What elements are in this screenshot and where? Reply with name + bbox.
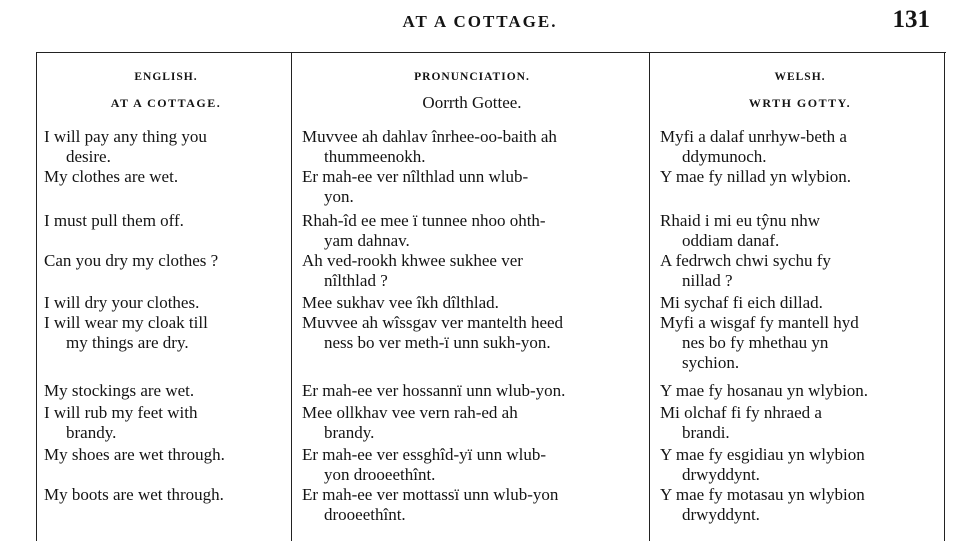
english-line: Can you dry my clothes ? [44,251,219,270]
english-cell [44,403,288,443]
pronunciation-cell [302,485,642,525]
pronunciation-cell [302,293,642,313]
page-header [0,0,960,40]
pronunciation-line: Muvvee ah dahlav înrhee-oo-baith ah [302,127,557,146]
english-cell [44,251,288,271]
pronunciation-line: nîlthlad ? [324,271,388,290]
pronunciation-line: Er mah-ee ver mottassï unn wlub-yon [302,485,559,504]
english-line: I will dry your clothes. [44,293,200,312]
english-cell [44,313,288,353]
pronunciation-line: Er mah-ee ver essghîd-yï unn wlub- [302,445,547,464]
pronunciation-line: yon. [324,187,354,206]
english-heading: ENGLISH. [134,71,198,83]
welsh-cell [660,445,940,485]
welsh-line: Myfi a wisgaf fy mantell hyd [660,313,859,332]
pronunciation-cell [302,313,642,353]
welsh-line: Y mae fy esgidiau yn wlybion [660,445,865,464]
english-line: My boots are wet through. [44,485,224,504]
english-line: brandy. [66,423,117,442]
english-cell [44,293,288,313]
pronunciation-line: Rhah-îd ee mee ï tunnee nhoo ohth- [302,211,546,230]
welsh-column [660,53,940,524]
pronunciation-line: Er mah-ee ver nîlthlad unn wlub- [302,167,529,186]
english-line: My shoes are wet through. [44,445,225,464]
english-line: I will pay any thing you [44,127,207,146]
welsh-cell [660,485,940,525]
pronunciation-line: Muvvee ah wîssgav ver mantelth heed [302,313,564,332]
welsh-line: drwyddynt. [682,465,760,484]
welsh-cell [660,127,940,167]
welsh-subheading: WRTH GOTTY. [748,96,852,110]
english-line: desire. [66,147,111,166]
welsh-line: Myfi a dalaf unrhyw-beth a [660,127,847,146]
pronunciation-line: thummeenokh. [324,147,426,166]
pronunciation-line: brandy. [324,423,375,442]
english-line: I will rub my feet with [44,403,198,422]
running-title: AT A COTTAGE. [402,12,558,31]
welsh-cell [660,167,940,187]
welsh-line: nes bo fy mhethau yn [682,333,829,352]
english-line: I will wear my cloak till [44,313,208,332]
pronunciation-cell [302,403,642,443]
english-cell [44,211,288,231]
pronunciation-cell [302,127,642,167]
welsh-cell [660,403,940,443]
welsh-line: Y mae fy hosanau yn wlybion. [660,381,869,400]
pronunciation-cell [302,445,642,485]
pronunciation-cell [302,251,642,291]
column-rule-2 [649,53,650,541]
column-rule-1 [291,53,292,541]
welsh-line: brandi. [682,423,730,442]
pronunciation-line: drooeethînt. [324,505,406,524]
pronunciation-cell [302,381,642,401]
welsh-line: oddiam danaf. [682,231,780,250]
welsh-cell [660,211,940,251]
welsh-cell [660,293,940,313]
welsh-line: A fedrwch chwi sychu fy [660,251,831,270]
table-rule-right [944,53,945,541]
welsh-cell [660,251,940,291]
welsh-heading: WELSH. [774,71,826,83]
pronunciation-line: yon drooeethînt. [324,465,436,484]
welsh-cell [660,381,940,401]
pronunciation-heading: PRONUNCIATION. [414,71,530,83]
pronunciation-cell [302,211,642,251]
english-subheading: AT A COTTAGE. [110,96,222,110]
pronunciation-line: Ah ved-rookh khwee sukhee ver [302,251,523,270]
welsh-line: Rhaid i mi eu tŷnu nhw [660,211,821,230]
english-cell [44,445,288,465]
english-column [44,53,288,504]
page-number: 131 [892,6,930,33]
pronunciation-subheading: Oorrth Gottee. [422,93,522,112]
english-cell [44,485,288,505]
welsh-line: Mi sychaf fi eich dillad. [660,293,823,312]
welsh-line: Y mae fy motasau yn wlybion [660,485,865,504]
english-line: My clothes are wet. [44,167,179,186]
pronunciation-cell [302,167,642,207]
english-cell [44,167,288,187]
pronunciation-line: Mee sukhav vee îkh dîlthlad. [302,293,499,312]
welsh-cell [660,313,940,373]
welsh-line: sychion. [682,353,740,372]
welsh-line: drwyddynt. [682,505,760,524]
english-line: My stockings are wet. [44,381,195,400]
english-cell [44,381,288,401]
pronunciation-line: Mee ollkhav vee vern rah-ed ah [302,403,518,422]
welsh-line: Mi olchaf fi fy nhraed a [660,403,822,422]
english-line: I must pull them off. [44,211,184,230]
welsh-line: nillad ? [682,271,733,290]
pronunciation-line: Er mah-ee ver hossannï unn wlub-yon. [302,381,566,400]
phrase-table [36,52,946,541]
welsh-line: ddymunoch. [682,147,767,166]
table-rule-left [36,53,37,541]
pronunciation-line: yam dahnav. [324,231,410,250]
english-line: my things are dry. [66,333,189,352]
pronunciation-column [302,53,642,524]
english-cell [44,127,288,167]
welsh-line: Y mae fy nillad yn wlybion. [660,167,852,186]
pronunciation-line: ness bo ver meth-ï unn sukh-yon. [324,333,551,352]
